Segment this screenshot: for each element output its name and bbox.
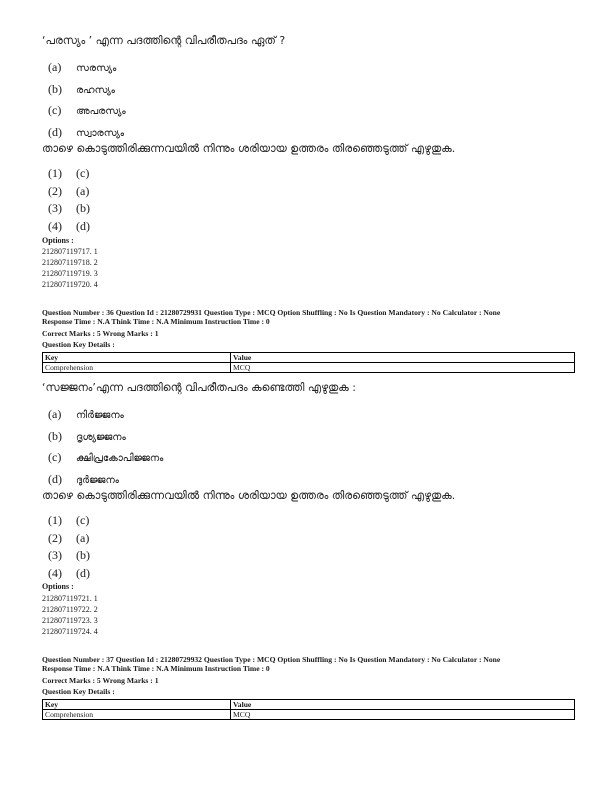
- choice-label: (d): [48, 125, 62, 139]
- question-meta-line1: Question Number : 36 Question Id : 21280729931 Question Type : MCQ Option Shuffling : No Is Question Mandatory : No Calculator : None: [42, 308, 501, 317]
- option-id: 212807119723. 3: [42, 616, 98, 625]
- table-cell-value: MCQ: [231, 363, 575, 373]
- answer-label: (1): [48, 166, 62, 180]
- option-id: 212807119721. 1: [42, 594, 98, 603]
- question-text: ‘പരസ്യം ’ എന്ന പദത്തിന്റെ വിപരീതപദം ഏത് ?: [42, 34, 286, 47]
- choice-a: [48, 56, 116, 72]
- table-header-row: [43, 353, 575, 363]
- instruction-text: താഴെ കൊടുത്തിരിക്കുന്നവയിൽ നിന്നും ശരിയായ ഉത്തരം തിരഞ്ഞെടുത്ത് എഴുതുക.: [42, 142, 456, 155]
- answer-text: (c): [76, 166, 90, 180]
- key-details-heading: Question Key Details :: [42, 340, 115, 349]
- answer-text: (d): [76, 219, 90, 233]
- choice-c: [48, 446, 163, 462]
- choice-text: അപരസ്യം: [76, 106, 126, 117]
- answer-4: [48, 215, 90, 231]
- options-heading: Options :: [42, 236, 74, 245]
- answer-label: (3): [48, 548, 62, 562]
- table-header-key: Key: [43, 700, 231, 710]
- choice-label: (b): [48, 429, 62, 443]
- answer-text: (a): [76, 531, 90, 545]
- question-meta-line2: Response Time : N.A Think Time : N.A Minimum Instruction Time : 0: [42, 664, 270, 673]
- option-id: 212807119719. 3: [42, 269, 98, 278]
- answer-label: (3): [48, 201, 62, 215]
- choice-label: (d): [48, 472, 62, 486]
- table-row: [43, 363, 575, 373]
- table-cell-value: MCQ: [231, 710, 575, 720]
- choice-text: ദൃശ്യജ്ജനം: [76, 432, 126, 443]
- option-id: 212807119722. 2: [42, 605, 98, 614]
- answer-text: (d): [76, 566, 90, 580]
- choice-text: സരസ്യം: [76, 63, 117, 74]
- answer-text: (b): [76, 548, 90, 562]
- choice-a: [48, 403, 124, 419]
- answer-3: [48, 544, 90, 560]
- choice-text: ദുർജ്ജനം: [76, 475, 119, 486]
- answer-1: [48, 509, 89, 525]
- key-details-heading: Question Key Details :: [42, 687, 115, 696]
- choice-label: (c): [48, 450, 62, 464]
- choice-d: [48, 121, 124, 137]
- option-id: 212807119720. 4: [42, 280, 98, 289]
- answer-text: (b): [76, 201, 90, 215]
- instruction-text: താഴെ കൊടുത്തിരിക്കുന്നവയിൽ നിന്നും ശരിയായ ഉത്തരം തിരഞ്ഞെടുത്ത് എഴുതുക.: [42, 489, 456, 502]
- choice-text: സ്വാരസ്യം: [76, 128, 125, 139]
- option-id: 212807119724. 4: [42, 627, 98, 636]
- answer-label: (4): [48, 219, 62, 233]
- options-heading: Options :: [42, 582, 74, 591]
- choice-c: [48, 99, 126, 115]
- choice-text: രഹസ്യം: [76, 85, 115, 96]
- question-text: ‘സജ്ജനം’എന്ന പദത്തിന്റെ വിപരീതപദം കണ്ടെത്തി എഴുതുക :: [42, 381, 356, 394]
- choice-b: [48, 78, 115, 94]
- choice-label: (a): [48, 60, 62, 74]
- table-row: [43, 710, 575, 720]
- answer-text: (c): [76, 513, 90, 527]
- table-cell-key: Comprehension: [43, 710, 231, 720]
- answer-2: [48, 180, 89, 196]
- choice-text: ക്ഷിപ്രകോപിജ്ജനം: [76, 453, 164, 464]
- choice-label: (c): [48, 103, 62, 117]
- key-value-table: [42, 352, 575, 373]
- answer-2: [48, 527, 89, 543]
- answer-label: (2): [48, 184, 62, 198]
- choice-b: [48, 425, 126, 441]
- marks-line: Correct Marks : 5 Wrong Marks : 1: [42, 676, 159, 685]
- answer-4: [48, 562, 90, 578]
- choice-d: [48, 468, 119, 484]
- question-meta-line1: Question Number : 37 Question Id : 21280729932 Question Type : MCQ Option Shuffling : No Is Question Mandatory : No Calculator : None: [42, 655, 501, 664]
- option-id: 212807119717. 1: [42, 247, 98, 256]
- choice-text: നിർജ്ജനം: [76, 410, 124, 421]
- table-cell-key: Comprehension: [43, 363, 231, 373]
- answer-label: (4): [48, 566, 62, 580]
- choice-label: (b): [48, 82, 62, 96]
- table-header-value: Value: [231, 700, 575, 710]
- option-id: 212807119718. 2: [42, 258, 98, 267]
- answer-1: [48, 162, 89, 178]
- key-value-table: [42, 699, 575, 720]
- answer-label: (1): [48, 513, 62, 527]
- table-header-row: [43, 700, 575, 710]
- question-meta-line2: Response Time : N.A Think Time : N.A Minimum Instruction Time : 0: [42, 317, 270, 326]
- answer-text: (a): [76, 184, 90, 198]
- answer-label: (2): [48, 531, 62, 545]
- choice-label: (a): [48, 407, 62, 421]
- marks-line: Correct Marks : 5 Wrong Marks : 1: [42, 329, 159, 338]
- answer-3: [48, 197, 90, 213]
- table-header-key: Key: [43, 353, 231, 363]
- table-header-value: Value: [231, 353, 575, 363]
